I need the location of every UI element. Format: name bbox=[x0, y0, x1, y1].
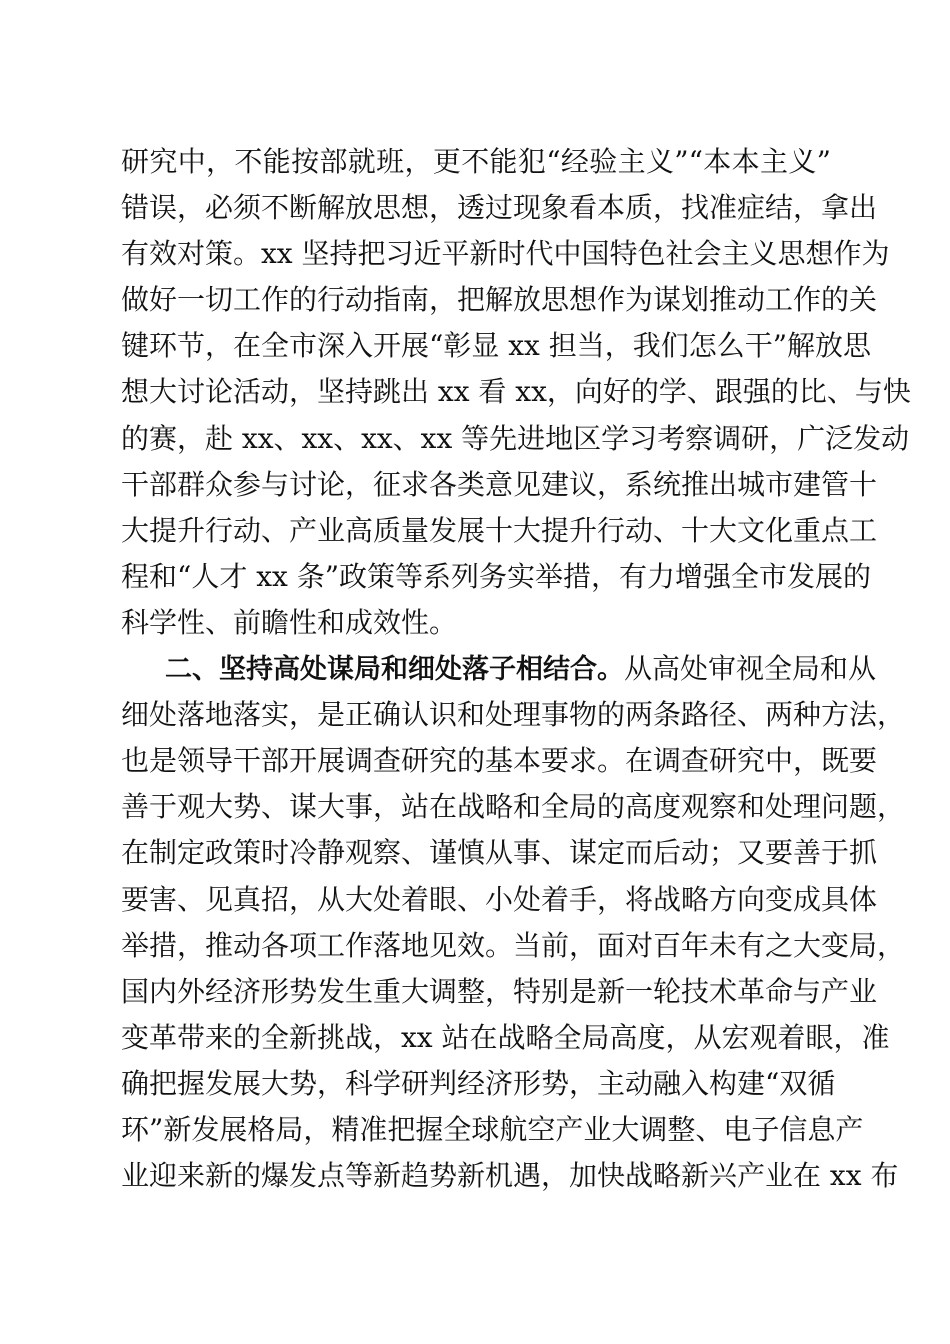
paragraph-line: 要害、见真招，从大处着眼、小处着手，将战略方向变成具体 bbox=[121, 882, 878, 916]
paragraph-line: 细处落地落实，是正确认识和处理事物的两条路径、两种方法， bbox=[121, 698, 906, 732]
paragraph-line: 确把握发展大势，科学研判经济形势，主动融入构建“双循 bbox=[121, 1066, 836, 1100]
section-2-first-line bbox=[121, 646, 877, 692]
paragraph-line: 业迎来新的爆发点等新趋势新机遇，加快战略新兴产业在 xx 布 bbox=[121, 1159, 899, 1193]
paragraph-line: 大提升行动、产业高质量发展十大提升行动、十大文化重点工 bbox=[121, 513, 878, 547]
paragraph-line: 科学性、前瞻性和成效性。 bbox=[121, 605, 458, 639]
paragraph-line: 善于观大势、谋大事，站在战略和全局的高度观察和处理问题， bbox=[121, 790, 906, 824]
document-body bbox=[121, 139, 911, 1199]
paragraph-1 bbox=[121, 139, 911, 646]
paragraph-line: 的赛，赴 xx、xx、xx、xx 等先进地区学习考察调研，广泛发动 bbox=[121, 421, 910, 455]
paragraph-line: 在制定政策时冷静观察、谨慎从事、谋定而后动；又要善于抓 bbox=[121, 836, 878, 870]
paragraph-line: 有效对策。xx 坚持把习近平新时代中国特色社会主义思想作为 bbox=[121, 237, 890, 271]
paragraph-line: 键环节，在全市深入开展“彰显 xx 担当，我们怎么干”解放思 bbox=[121, 329, 872, 363]
paragraph-line: 变革带来的全新挑战，xx 站在战略全局高度，从宏观着眼，准 bbox=[121, 1020, 890, 1054]
paragraph-line: 环”新发展格局，精准把握全球航空产业大调整、电子信息产 bbox=[121, 1112, 864, 1146]
paragraph-line: 干部群众参与讨论，征求各类意见建议，系统推出城市建管十 bbox=[121, 467, 878, 501]
section-heading: 二、坚持高处谋局和细处落子相结合。 bbox=[165, 654, 624, 686]
paragraph-line: 错误，必须不断解放思想，透过现象看本质，找准症结，拿出 bbox=[121, 191, 878, 225]
paragraph-line: 做好一切工作的行动指南，把解放思想作为谋划推动工作的关 bbox=[121, 283, 878, 317]
paragraph-line: 国内外经济形势发生重大调整，特别是新一轮技术革命与产业 bbox=[121, 974, 878, 1008]
paragraph-line: 也是领导干部开展调查研究的基本要求。在调查研究中，既要 bbox=[121, 744, 878, 778]
paragraph-line: 研究中，不能按部就班，更不能犯“经验主义”“本本主义” bbox=[121, 145, 831, 178]
paragraph-line: 想大讨论活动，坚持跳出 xx 看 xx，向好的学、跟强的比、与快 bbox=[121, 375, 911, 409]
section-heading-continuation: 从高处审视全局和从 bbox=[624, 652, 877, 686]
paragraph-line: 举措，推动各项工作落地见效。当前，面对百年未有之大变局， bbox=[121, 928, 906, 962]
section-2 bbox=[121, 646, 906, 1199]
paragraph-line: 程和“人才 xx 条”政策等系列务实举措，有力增强全市发展的 bbox=[121, 559, 872, 593]
